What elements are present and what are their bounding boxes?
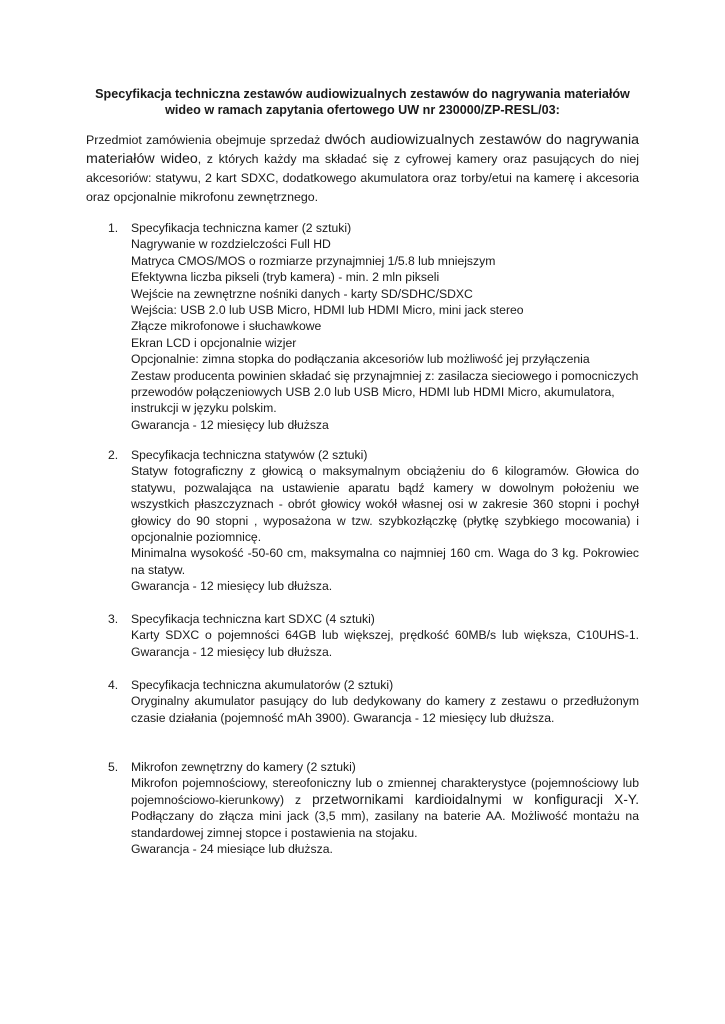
- spec-line: Ekran LCD i opcjonalnie wizjer: [131, 335, 297, 350]
- warranty-line: Gwarancja - 12 miesięcy lub dłuższa.: [131, 579, 333, 594]
- document-title: Specyfikacja techniczna zestawów audiowizualnych zestawów do nagrywania materiałów wideo w ramach zapytania ofertowego UW nr 230000/ZP-RESL/03:: [95, 87, 630, 117]
- spec-line: Opcjonalnie: zimna stopka do podłączania akcesoriów lub możliwość jej przyłączenia: [131, 352, 590, 367]
- item-number: 2.: [108, 448, 119, 462]
- spec-line: Wejście na zewnętrzne nośniki danych - karty SD/SDHC/SDXC: [131, 286, 473, 301]
- spec-paragraph: [131, 775, 639, 841]
- item-number: 1.: [108, 221, 119, 235]
- item-heading: Specyfikacja techniczna kart SDXC (4 sztuki): [131, 612, 375, 626]
- item-number: 3.: [108, 612, 119, 626]
- spec-item-sd-cards: [108, 611, 639, 660]
- item-number: 4.: [108, 678, 119, 692]
- spec-line: Efektywna liczba pikseli (tryb kamera) - min. 2 mln pikseli: [131, 270, 440, 285]
- spec-paragraph: Karty SDXC o pojemności 64GB lub większej, prędkość 60MB/s lub większa, C10UHS-1.: [131, 628, 639, 643]
- spec-text: Podłączany do złącza mini jack (3,5 mm), zasilany na baterie AA. Możliwość montażu na standardowej zimnej stopce i postawienia na stojaku.: [131, 809, 639, 840]
- item-heading: Specyfikacja techniczna kamer (2 sztuki): [131, 221, 352, 235]
- spec-line: Matryca CMOS/MOS o rozmiarze przynajmniej 1/5.8 lub mniejszym: [131, 253, 496, 268]
- intro-text-end: , z których każdy ma składać się z cyfrowej kamery oraz pasujących do niej akcesoriów: statywu, 2 kart SDXC, dodatkowego akumulatora oraz torby/etui na kamerę i akcesoria oraz opcjonalnie mikrofonu zewnętrznego.: [86, 152, 639, 204]
- intro-text-start: Przedmiot zamówienia obejmuje sprzedaż: [86, 133, 325, 147]
- spec-line: Wejścia: USB 2.0 lub USB Micro, HDMI lub HDMI Micro, mini jack stereo: [131, 303, 524, 318]
- spec-item-cameras: [108, 220, 639, 433]
- spec-item-tripods: [108, 447, 639, 595]
- spec-paragraph: Minimalna wysokość -50-60 cm, maksymalna co najmniej 160 cm. Waga do 3 kg. Pokrowiec na statyw.: [131, 546, 639, 577]
- item-heading: Mikrofon zewnętrzny do kamery (2 sztuki): [131, 760, 356, 774]
- spec-paragraph: Zestaw producenta powinien składać się przynajmniej z: zasilacza sieciowego i pomocniczych przewodów połączeniowych USB 2.0 lub USB Micro, HDMI lub HDMI Micro, akumulatora, instrukcji w języku polskim.: [131, 368, 639, 416]
- warranty-line: Gwarancja - 12 miesięcy lub dłuższa: [131, 417, 329, 432]
- spec-line: Złącze mikrofonowe i słuchawkowe: [131, 319, 322, 334]
- warranty-line: Gwarancja - 24 miesiące lub dłuższa.: [131, 842, 333, 857]
- item-heading: Specyfikacja techniczna statywów (2 sztuki): [131, 448, 368, 462]
- intro-paragraph: [86, 131, 639, 207]
- spec-item-microphones: [108, 759, 639, 857]
- spec-paragraph: Oryginalny akumulator pasujący do lub dedykowany do kamery z zestawu o przedłużonym czasie działania (pojemność mAh 3900). Gwarancja - 12 miesięcy lub dłuższa.: [131, 694, 639, 725]
- intro-emphasis: dwóch audiowizualnych zestawów do nagrywania materiałów wideo: [86, 132, 640, 167]
- item-number: 5.: [108, 760, 119, 774]
- warranty-line: Gwarancja - 12 miesięcy lub dłuższa.: [131, 644, 333, 659]
- spec-line: Nagrywanie w rozdzielczości Full HD: [131, 237, 331, 252]
- spec-text: Mikrofon pojemnościowy, stereofoniczny lub o zmiennej charakterystyce (pojemnościowy lub pojemnościowo-kierunkowy) z: [131, 776, 639, 807]
- spec-item-batteries: [108, 677, 639, 726]
- spec-paragraph: Statyw fotograficzny z głowicą o maksymalnym obciążeniu do 6 kilogramów. Głowica do statywu, pozwalająca na ustawienie aparatu bądź kamery w dowolnym położeniu we wszystkich płaszczyznach - obrót głowicy wokół własnej osi w zakresie 360 stopni i pochył głowicy do 90 stopni , wyposażona w tzw. szybkozłączkę (płytkę szybkiego mocowania) i opcjonalnie poziomnicę.: [131, 464, 639, 545]
- spec-emphasis: przetwornikami kardioidalnymi w konfiguracji X-Y.: [312, 791, 639, 807]
- item-heading: Specyfikacja techniczna akumulatorów (2 sztuki): [131, 678, 394, 692]
